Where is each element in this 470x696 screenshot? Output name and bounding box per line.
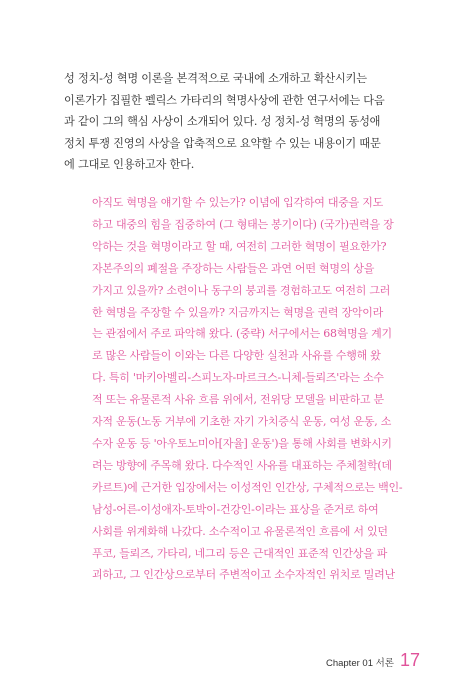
quote-line: 적 또는 유물론적 사유 흐름 위에서, 전위당 모델을 비판하고 분 bbox=[92, 393, 384, 407]
block-quote bbox=[92, 192, 414, 586]
quote-line: 아직도 혁명을 얘기할 수 있는가? 이념에 입각하여 대중을 지도 bbox=[92, 196, 384, 209]
quote-line: 는 관점에서 주로 파악해 왔다. (중략) 서구에서는 68혁명을 계기 bbox=[92, 327, 392, 341]
quote-line: 려는 방향에 주목해 왔다. 다수적인 사유를 대표하는 주체철학(데 bbox=[92, 458, 392, 472]
quote-line: 사회를 위계화해 나갔다. 소수적이고 유물론적인 흐름에 서 있던 bbox=[92, 524, 388, 538]
page-footer bbox=[326, 650, 420, 671]
quote-line: 다. 특히 '마키아벨리-스피노자-마르크스-니체-들뢰즈'라는 소수 bbox=[92, 371, 384, 385]
intro-line: 과 같이 그의 핵심 사상이 소개되어 있다. 성 정치-성 혁명의 동성애 bbox=[64, 115, 381, 129]
intro-paragraph bbox=[64, 68, 410, 176]
chapter-label: Chapter 01 서론 bbox=[325, 658, 394, 669]
quote-line: 악하는 것을 혁명이라고 할 때, 여전히 그러한 혁명이 필요한가? bbox=[92, 239, 387, 253]
intro-line: 이론가가 집필한 펠릭스 가타리의 혁명사상에 관한 연구서에는 다음 bbox=[64, 93, 385, 107]
quote-line: 자본주의의 폐절을 주장하는 사람들은 과연 어떤 혁명의 상을 bbox=[92, 261, 375, 275]
quote-line: 하고 대중의 힘을 집중하여 (그 형태는 봉기이다) (국가)권력을 장 bbox=[92, 217, 394, 231]
quote-line: 괴하고, 그 인간상으로부터 주변적이고 소수자적인 위치로 밀려난 bbox=[92, 568, 395, 582]
page-number: 17 bbox=[399, 650, 420, 670]
quote-line: 수자 운동 등 '아우토노미아[자율] 운동')을 통해 사회를 변화시키 bbox=[92, 436, 392, 450]
quote-line: 한 혁명을 주장할 수 있을까? 지금까지는 혁명을 권력 장악이라 bbox=[92, 305, 384, 319]
intro-line: 정치 투쟁 진영의 사상을 압축적으로 요약할 수 있는 내용이기 때문 bbox=[64, 136, 381, 150]
quote-line: 푸코, 들뢰즈, 가타리, 네그리 등은 근대적인 표준적 인간상을 파 bbox=[92, 546, 388, 560]
quote-line: 카르트)에 근거한 입장에서는 이성적인 인간상, 구체적으로는 백인- bbox=[92, 480, 403, 494]
quote-line: 자적 운동(노동 거부에 기초한 자기 가치증식 운동, 여성 운동, 소 bbox=[92, 415, 392, 429]
intro-line: 에 그대로 인용하고자 한다. bbox=[64, 158, 195, 172]
quote-line: 남성-어른-이성애자-토박이-건강인-이라는 표상을 준거로 하여 bbox=[92, 502, 379, 516]
quote-line: 가지고 있을까? 소련이나 동구의 붕괴를 경험하고도 여전히 그러 bbox=[92, 283, 391, 297]
intro-line: 성 정치-성 혁명 이론을 본격적으로 국내에 소개하고 확산시키는 bbox=[64, 72, 367, 85]
quote-line: 로 많은 사람들이 이와는 다른 다양한 실천과 사유를 수행해 왔 bbox=[92, 349, 381, 363]
